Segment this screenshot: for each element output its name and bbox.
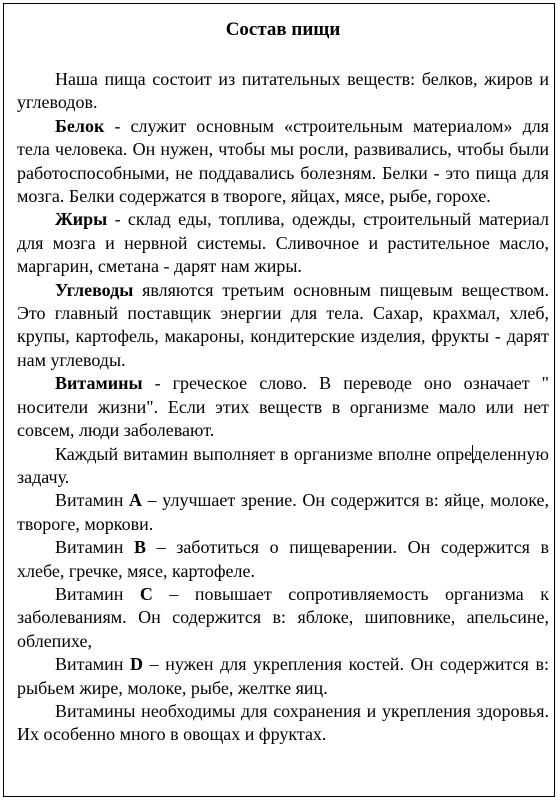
vitamin-prefix: Витамин <box>55 583 140 604</box>
paragraph-intro <box>17 68 549 115</box>
paragraph-text: являются третьим основным пищевым веществом. Это главный поставщик энергии для тела. Сахар, крахмал, хлеб, крупы, картофель, макароны, кондитерские изделия, фрукты - дарят нам углеводы. <box>17 279 549 370</box>
term-protein: Белок <box>55 115 105 136</box>
document-body[interactable] <box>17 18 549 747</box>
document-page <box>3 3 555 797</box>
paragraph-conclusion <box>17 700 549 747</box>
vitamin-prefix: Витамин <box>55 654 131 675</box>
vitamin-letter: А <box>129 490 143 511</box>
document-title: Состав пищи <box>225 19 341 40</box>
term-fats: Жиры <box>55 209 108 230</box>
vitamin-letter: С <box>139 583 153 604</box>
paragraph-protein <box>17 115 549 209</box>
vitamin-prefix: Витамин <box>55 490 130 511</box>
paragraph-vitamin-a <box>17 489 549 536</box>
paragraph-each-vitamin <box>17 443 549 490</box>
vitamin-letter: В <box>133 537 146 558</box>
paragraph-text: Каждый витамин выполняет в организме вполне опре <box>55 443 473 464</box>
paragraph-carbs <box>17 279 549 373</box>
paragraph-fats <box>17 208 549 278</box>
paragraph-text: - склад еды, топлива, одежды, строительный материал для мозга и нервной системы. Сливочное и растительное масло, маргарин, сметана - дарят нам жиры. <box>17 209 549 277</box>
paragraph-text: – заботиться о пищеварении. Он содержится в хлебе, гречке, мясе, картофеле. <box>17 537 550 581</box>
paragraph-vitamin-b <box>17 536 549 583</box>
paragraph-text: - греческое слово. В переводе оно означает " носители жизни". Если этих веществ в организме мало или нет совсем, люди заболевают. <box>17 373 549 441</box>
term-carbs: Углеводы <box>55 279 134 300</box>
vitamin-prefix: Витамин <box>55 537 134 558</box>
paragraph-text: - служит основным «строительным материалом» для тела человека. Он нужен, чтобы мы росли, развивались, чтобы были работоспособными, не поддавались болезням. Белки - это пища для мозга. Белки содержатся в твороге, яйцах, мясе, рыбе, горохе. <box>17 115 549 207</box>
paragraph-vitamins <box>17 372 549 442</box>
paragraph-text: – нужен для укрепления костей. Он содержится в: рыбьем жире, молоке, рыбе, желтке яиц. <box>17 654 550 698</box>
paragraph-text: – повышает сопротивляемость организма к заболеваниям. Он содержится в: яблоке, шиповнике, апельсине, облепихе, <box>17 583 549 651</box>
paragraph-vitamin-c <box>17 583 549 653</box>
paragraph-text: деленную задачу. <box>17 443 549 487</box>
paragraph-vitamin-d <box>17 653 549 700</box>
paragraph-text: Наша пища состоит из питательных веществ: белков, жиров и углеводов. <box>17 69 549 113</box>
term-vitamins: Витамины <box>55 373 143 394</box>
vitamin-letter: D <box>130 654 144 675</box>
paragraph-text: Витамины необходимы для сохранения и укрепления здоровья. Их особенно много в овощах и фруктах. <box>17 700 549 745</box>
paragraph-text: – улучшает зрение. Он содержится в: яйце, молоке, твороге, моркови. <box>17 490 550 534</box>
